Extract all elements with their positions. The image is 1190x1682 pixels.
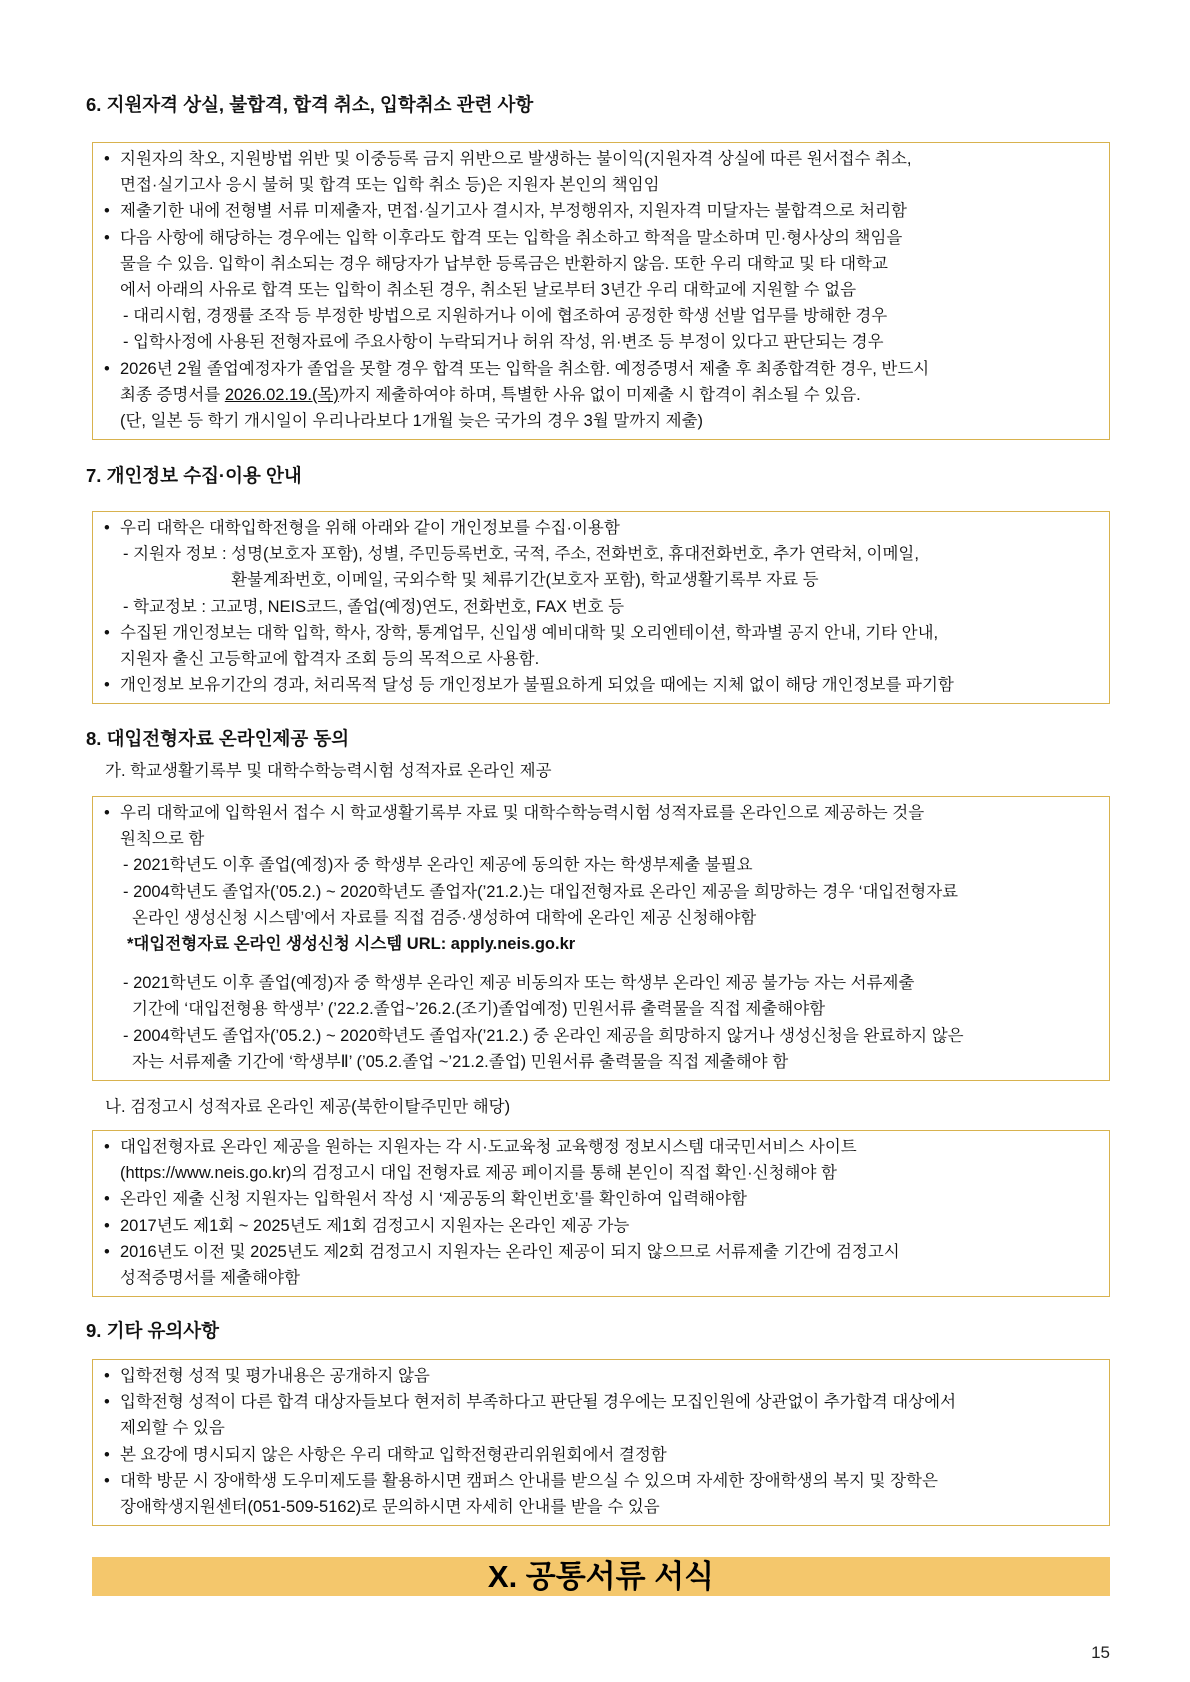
text-line: • 대입전형자료 온라인 제공을 원하는 지원자는 각 시·도교육청 교육행정 정보시스템 대국민서비스 사이트	[93, 1134, 1109, 1160]
bullet-item	[93, 1239, 1109, 1291]
text-line: • 2016년도 이전 및 2025년도 제2회 검정고시 지원자는 온라인 제공이 되지 않으므로 서류제출 기간에 검정고시	[93, 1239, 1109, 1265]
chapter-banner	[92, 1557, 1110, 1596]
underlined-date: 2026.02.19.(목)	[224, 385, 339, 404]
bullet-item	[93, 1186, 1109, 1212]
text-line: • 2017년도 제1회 ~ 2025년도 제1회 검정고시 지원자는 온라인 제공 가능	[93, 1213, 1109, 1239]
text-line: - 2021학년도 이후 졸업(예정)자 중 학생부 온라인 제공에 동의한 자는 학생부제출 불필요	[123, 856, 753, 875]
bullet-item	[93, 1363, 1109, 1389]
text-line: • 온라인 제출 신청 지원자는 입학원서 작성 시 ‘제공동의 확인번호’를 확인하여 입력해야함	[93, 1186, 1109, 1212]
labeled-row	[93, 541, 1109, 593]
bullet-item	[93, 1213, 1109, 1239]
text-line: 면접·실기고사 응시 불허 및 합격 또는 입학 취소 등)은 지원자 본인의 책임임	[120, 176, 660, 195]
text-line: 기간에 ‘대입전형용 학생부’ (’22.2.졸업~’26.2.(조기)졸업예정) 민원서류 출력물을 직접 제출해야함	[132, 1000, 826, 1019]
text-line: • 수집된 개인정보는 대학 입학, 학사, 장학, 통계업무, 신입생 예비대학 및 오리엔테이션, 학과별 공지 안내, 기타 안내,	[93, 620, 1109, 646]
dash-item	[93, 879, 1109, 931]
eligibility-notice-box	[92, 142, 1110, 440]
other-notes-box	[92, 1359, 1110, 1526]
text-line: (단, 일본 등 학기 개시일이 우리나라보다 1개월 늦은 국가의 경우 3월 말까지 제출)	[120, 411, 704, 430]
text-line: • 다음 사항에 해당하는 경우에는 입학 이후라도 합격 또는 입학을 취소하고 학적을 말소하며 민·형사상의 책임을	[93, 225, 1109, 251]
chapter-banner-title: X. 공통서류 서식	[487, 1559, 715, 1594]
bullet-item	[93, 800, 1109, 852]
section-7-heading: 7. 개인정보 수집·이용 안내	[86, 465, 302, 486]
bullet-item	[93, 1442, 1109, 1468]
bullet-item	[93, 1389, 1109, 1441]
bullet-item	[93, 146, 1109, 198]
privacy-notice-box	[92, 511, 1110, 704]
dash-item	[93, 852, 1109, 878]
text-line: (https://www.neis.go.kr)의 검정고시 대입 전형자료 제공 페이지를 통해 본인이 직접 확인·신청해야 함	[120, 1164, 837, 1183]
text-line	[93, 382, 1109, 408]
dash-item	[93, 1023, 1109, 1075]
text-line: 에서 아래의 사유로 합격 또는 입학이 취소된 경우, 취소된 날로부터 3년간 우리 대학교에 지원할 수 없음	[120, 280, 857, 299]
dash-item	[93, 594, 1109, 620]
page-number: 15	[1091, 1643, 1110, 1662]
text-segment: 최종 증명서를	[120, 385, 225, 404]
text-line: 물을 수 있음. 입학이 취소되는 경우 해당자가 납부한 등록금은 반환하지 않음. 또한 우리 대학교 및 타 대학교	[120, 254, 888, 273]
text-line: • 2026년 2월 졸업예정자가 졸업을 못할 경우 합격 또는 입학을 취소함. 예정증명서 제출 후 최종합격한 경우, 반드시	[93, 356, 1109, 382]
item-label: - 지원자 정보 :	[123, 545, 232, 564]
text-line: • 우리 대학교에 입학원서 접수 시 학교생활기록부 자료 및 대학수학능력시험 성적자료를 온라인으로 제공하는 것을	[93, 800, 1109, 826]
text-line: 온라인 생성신청 시스템’에서 자료를 직접 검증·생성하여 대학에 온라인 제공 신청해야함	[132, 908, 757, 927]
dash-item	[93, 541, 1109, 593]
text-segment: 까지 제출하여야 하며, 특별한 사유 없이 미제출 시 합격이 취소될 수 있음.	[338, 385, 861, 404]
section-8b-subheading: 나. 검정고시 성적자료 온라인 제공(북한이탈주민만 해당)	[105, 1098, 511, 1116]
bullet-item	[93, 515, 1109, 541]
text-line: 제외할 수 있음	[120, 1419, 225, 1438]
bullet-item	[93, 1134, 1109, 1186]
text-line: • 지원자의 착오, 지원방법 위반 및 이중등록 금지 위반으로 발생하는 불이익(지원자격 상실에 따른 원서접수 취소,	[93, 146, 1109, 172]
text-line: 원칙으로 함	[120, 830, 205, 849]
text-line: • 개인정보 보유기간의 경과, 처리목적 달성 등 개인정보가 불필요하게 되었을 때에는 지체 없이 해당 개인정보를 파기함	[93, 672, 1109, 698]
bullet-item	[93, 672, 1109, 698]
text-line: - 학교정보 : 고교명, NEIS코드, 졸업(예정)연도, 전화번호, FAX 번호 등	[123, 597, 625, 616]
dash-item	[93, 329, 1109, 355]
section-8a-subheading: 가. 학교생활기록부 및 대학수학능력시험 성적자료 온라인 제공	[105, 762, 552, 780]
text-line: - 2021학년도 이후 졸업(예정)자 중 학생부 온라인 제공 비동의자 또는 학생부 온라인 제공 불가능 자는 서류제출	[123, 974, 915, 993]
bullet-item	[93, 356, 1109, 435]
note-item	[93, 931, 1109, 957]
bullet-item	[93, 225, 1109, 304]
section-9-heading: 9. 기타 유의사항	[86, 1320, 219, 1341]
bullet-item	[93, 1468, 1109, 1520]
bullet-item	[93, 198, 1109, 224]
text-line: - 2004학년도 졸업자(’05.2.) ~ 2020학년도 졸업자(’21.2.) 중 온라인 제공을 희망하지 않거나 생성신청을 완료하지 않은	[123, 1026, 964, 1045]
text-line: 지원자 출신 고등학교에 합격자 조회 등의 목적으로 사용함.	[120, 649, 540, 668]
text-line: *대입전형자료 온라인 생성신청 시스템 URL: apply.neis.go.kr	[127, 934, 576, 953]
text-line: 환불계좌번호, 이메일, 국외수학 및 체류기간(보호자 포함), 학교생활기록부 자료 등	[231, 571, 819, 590]
section-8-heading: 8. 대입전형자료 온라인제공 동의	[86, 728, 350, 749]
labeled-values	[231, 541, 919, 593]
text-line: - 2004학년도 졸업자(’05.2.) ~ 2020학년도 졸업자(’21.2.)는 대입전형자료 온라인 제공을 희망하는 경우 ‘대입전형자료	[123, 882, 959, 901]
section-6-heading: 6. 지원자격 상실, 불합격, 합격 취소, 입학취소 관련 사항	[86, 94, 534, 115]
text-line: • 본 요강에 명시되지 않은 사항은 우리 대학교 입학전형관리위원회에서 결정함	[93, 1442, 1109, 1468]
text-line: 성명(보호자 포함), 성별, 주민등록번호, 국적, 주소, 전화번호, 휴대전화번호, 추가 연락처, 이메일,	[231, 545, 919, 564]
text-line: • 입학전형 성적이 다른 합격 대상자들보다 현저히 부족하다고 판단될 경우에는 모집인원에 상관없이 추가합격 대상에서	[93, 1389, 1109, 1415]
text-line: - 대리시험, 경쟁률 조작 등 부정한 방법으로 지원하거나 이에 협조하여 공정한 학생 선발 업무를 방해한 경우	[123, 307, 888, 326]
text-line: 성적증명서를 제출해야함	[120, 1268, 300, 1287]
school-record-online-box	[92, 796, 1110, 1081]
ged-online-box	[92, 1130, 1110, 1297]
text-line: • 입학전형 성적 및 평가내용은 공개하지 않음	[93, 1363, 1109, 1389]
text-line: • 우리 대학은 대학입학전형을 위해 아래와 같이 개인정보를 수집·이용함	[93, 515, 1109, 541]
text-line: 장애학생지원센터(051-509-5162)로 문의하시면 자세히 안내를 받을 수 있음	[120, 1497, 660, 1516]
text-line: • 대학 방문 시 장애학생 도우미제도를 활용하시면 캠퍼스 안내를 받으실 수 있으며 자세한 장애학생의 복지 및 장학은	[93, 1468, 1109, 1494]
text-line: • 제출기한 내에 전형별 서류 미제출자, 면접·실기고사 결시자, 부정행위자, 지원자격 미달자는 불합격으로 처리함	[93, 198, 1109, 224]
text-line: 자는 서류제출 기간에 ‘학생부Ⅱ’ (’05.2.졸업 ~’21.2.졸업) 민원서류 출력물을 직접 제출해야 함	[132, 1052, 789, 1071]
text-line: - 입학사정에 사용된 전형자료에 주요사항이 누락되거나 허위 작성, 위·변조 등 부정이 있다고 판단되는 경우	[123, 333, 884, 352]
bullet-item	[93, 620, 1109, 672]
dash-item	[93, 970, 1109, 1022]
dash-item	[93, 303, 1109, 329]
